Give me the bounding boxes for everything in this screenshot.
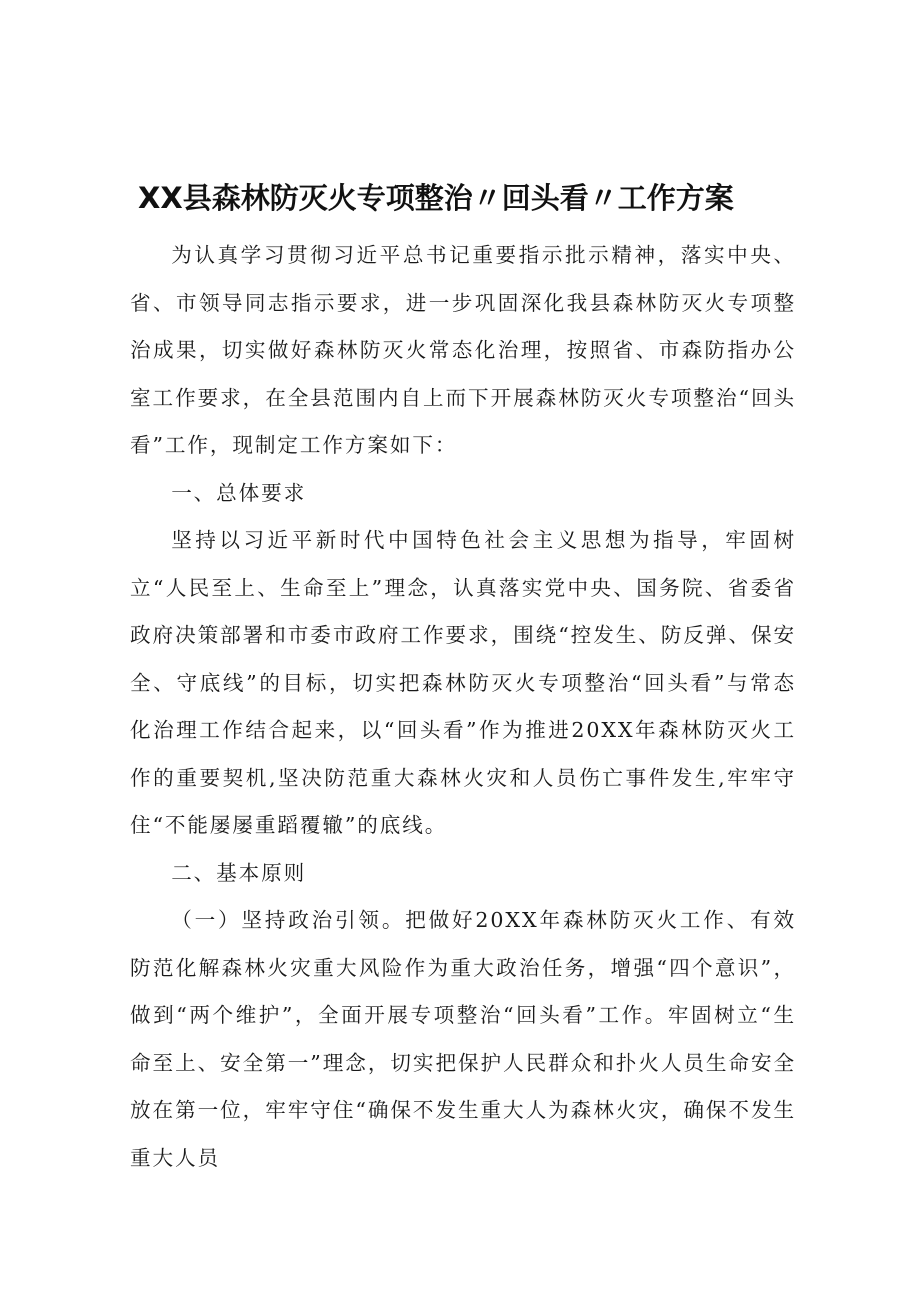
document-body xyxy=(130,232,796,1182)
principle-paragraph-1: （一）坚持政治引领。把做好20XX年森林防灭火工作、有效防范化解森林火灾重大风险作为重大政治任务，增强“四个意识”，做到“两个维护”，全面开展专项整治“回头看”工作。牢固树立“生命至上、安全第一”理念，切实把保护人民群众和扑火人员生命安全放在第一位，牢牢守住“确保不发生重大人为森林火灾，确保不发生重大人员 xyxy=(130,908,796,1170)
section-heading-basic-principles: 二、基本原则 xyxy=(171,860,307,885)
document-title: XX县森林防灭火专项整治〃回头看〃工作方案 xyxy=(138,181,734,215)
general-requirements-paragraph: 坚持以习近平新时代中国特色社会主义思想为指导，牢固树立“人民至上、生命至上”理念，认真落实党中央、国务院、省委省政府决策部署和市委市政府工作要求，围绕“控发生、防反弹、保安全、守底线”的目标，切实把森林防灭火专项整治“回头看”与常态化治理工作结合起来，以“回头看”作为推进20XX年森林防灭火工作的重要契机,坚决防范重大森林火灾和人员伤亡事件发生,牢牢守住“不能屡屡重蹈覆辙”的底线。 xyxy=(130,528,796,837)
intro-paragraph: 为认真学习贯彻习近平总书记重要指示批示精神，落实中央、省、市领导同志指示要求，进一步巩固深化我县森林防灭火专项整治成果，切实做好森林防灭火常态化治理，按照省、市森防指办公室工作要求，在全县范围内自上而下开展森林防灭火专项整治“回头看”工作，现制定工作方案如下： xyxy=(130,243,796,457)
section-heading-general-requirements: 一、总体要求 xyxy=(171,480,307,505)
